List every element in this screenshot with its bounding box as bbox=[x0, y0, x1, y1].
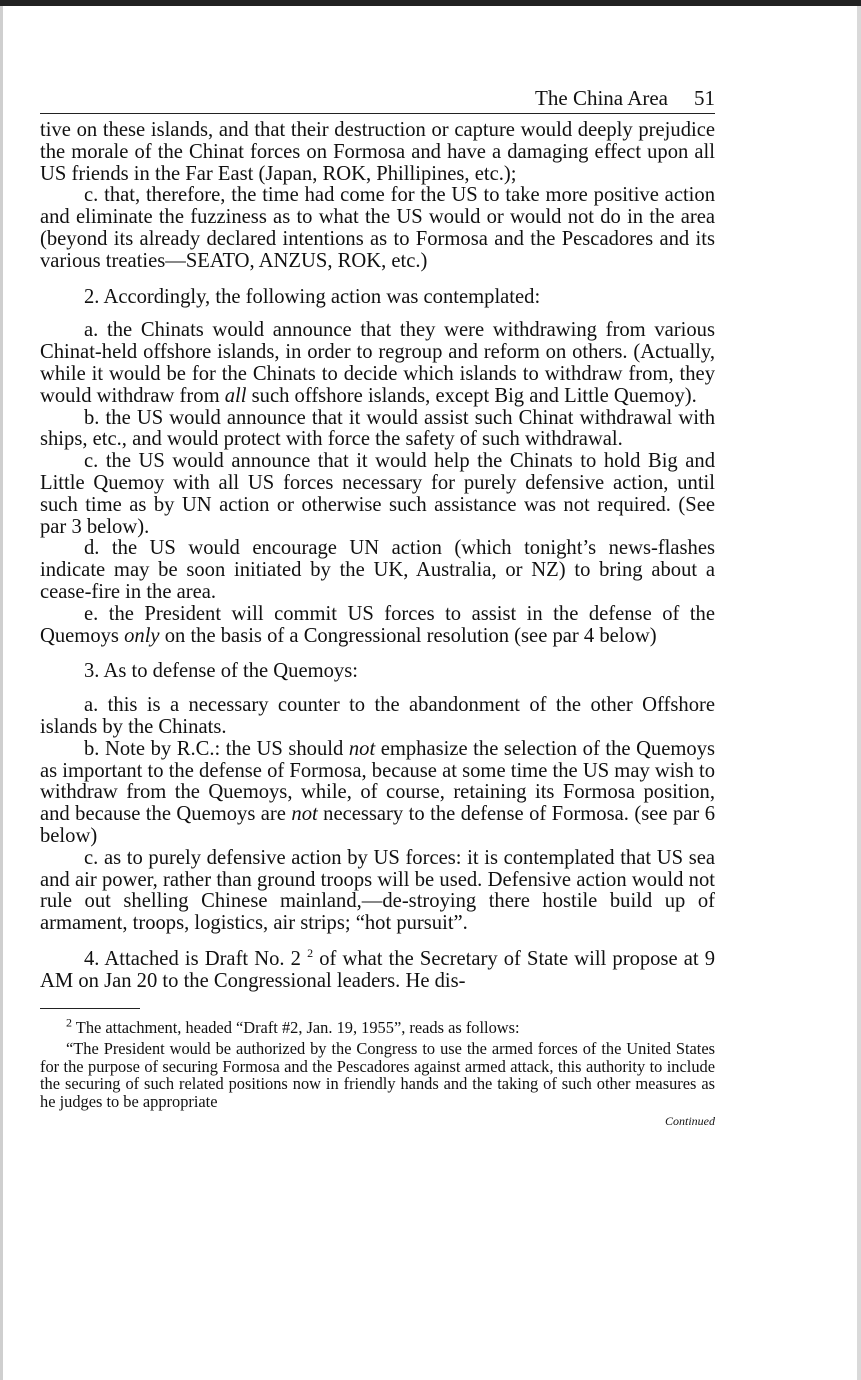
footnote-2 bbox=[40, 1016, 715, 1038]
paragraph-3c: c. as to purely defensive action by US forces: it is contemplated that US sea and air power, rather than ground troops will be used. Defensive action would not rule out shelling Chinese mainland,—de-stroying there hostile build up of armament, troops, logistics, air strips; “hot pursuit”. bbox=[40, 846, 715, 935]
footnote-text: The attachment, headed “Draft #2, Jan. 19, 1955”, reads as follows: bbox=[72, 1018, 520, 1038]
page-number: 51 bbox=[694, 86, 715, 110]
document-page bbox=[40, 86, 715, 1131]
emphasis-only: only bbox=[124, 624, 160, 647]
text-segment: on the basis of a Congressional resolution (see par 4 below) bbox=[159, 624, 657, 647]
paragraph-2a bbox=[40, 320, 715, 407]
section-title: The China Area bbox=[535, 86, 668, 110]
paragraph-2d: d. the US would encourage UN action (which tonight’s news-flashes indicate may be soon initiated by the UK, Australia, or NZ) to bring about a cease-fire in the area. bbox=[40, 537, 715, 603]
text-segment: b. Note by R.C.: the US should bbox=[84, 737, 349, 760]
emphasis-not: not bbox=[348, 737, 376, 760]
paragraph-1c: c. that, therefore, the time had come for the US to take more positive action and eliminate the fuzziness as to what the US would or would not do in the area (beyond its already declared intentions as to Formosa and the Pescadores and its various treaties—SEATO, ANZUS, ROK, etc.) bbox=[40, 184, 715, 272]
text-segment: a. the Chinats would announce that they were withdrawing from various Chinat-held offshore islands, in order to regroup and reform on others. (Actually, while it would be for the Chinats to decide which islands to withdraw from, they would withdraw from bbox=[40, 319, 715, 407]
text-segment: emphasize the selection of the Quemoys as important to the defense of Formosa, because at some time the US may wish to withdraw from the Quemoys, while, of course, retaining its Formosa position, and because the Quemoys are bbox=[40, 737, 715, 826]
footnote-quote: “The President would be authorized by the Congress to use the armed forces of the United States for the purpose of securing Formosa and the Pescadores against armed attack, this authority to include the securing of such related positions now in friendly hands and the taking of such other measures as he judges to be appropriate bbox=[40, 1039, 715, 1111]
page-top-edge bbox=[0, 0, 861, 6]
paragraph-3-heading: 3. As to defense of the Quemoys: bbox=[84, 660, 358, 683]
body-text bbox=[40, 120, 715, 992]
emphasis-not: not bbox=[291, 803, 318, 826]
paragraph-2e bbox=[40, 604, 715, 648]
paragraph-2-heading: 2. Accordingly, the following action was contemplated: bbox=[84, 285, 541, 308]
text-segment: necessary to the defense of Formosa. (see par 6 below) bbox=[40, 803, 715, 847]
continued-label: Continued bbox=[665, 1114, 715, 1129]
footnotes bbox=[40, 1016, 715, 1131]
footnote-reference[interactable]: 2 bbox=[307, 946, 314, 961]
running-header bbox=[40, 86, 715, 114]
paragraph-3b bbox=[40, 739, 715, 848]
emphasis-all: all bbox=[224, 384, 247, 407]
paragraph-continued: tive on these islands, and that their destruction or capture would deeply prejudice the morale of the Chinat forces on Formosa and have a damaging effect upon all US friends in the Far East (Japan, ROK, Phillipines, etc.); bbox=[40, 119, 715, 185]
text-segment: of what the Secretary of State will propose at 9 AM on Jan 20 to the Congressional leaders. He dis- bbox=[40, 947, 715, 992]
footnote-marker: 2 bbox=[66, 1016, 72, 1031]
page-left-edge bbox=[0, 6, 3, 1380]
text-segment: 4. Attached is Draft No. 2 bbox=[84, 947, 308, 970]
paragraph-2b: b. the US would announce that it would assist such Chinat withdrawal with ships, etc., and would protect with force the safety of such withdrawal. bbox=[40, 406, 715, 451]
page-right-edge bbox=[857, 6, 861, 1380]
paragraph-2c: c. the US would announce that it would help the Chinats to hold Big and Little Quemoy with all US forces necessary for purely defensive action, until such time as by UN action or otherwise such assistance was not required. (See par 3 below). bbox=[40, 450, 715, 538]
text-segment: such offshore islands, except Big and Little Quemoy). bbox=[246, 384, 697, 407]
paragraph-4 bbox=[40, 946, 715, 993]
footnote-divider bbox=[40, 1008, 140, 1009]
paragraph-3a: a. this is a necessary counter to the abandonment of the other Offshore islands by the Chinats. bbox=[40, 694, 715, 738]
text-segment: e. the President will commit US forces to assist in the defense of the Quemoys bbox=[40, 602, 715, 647]
